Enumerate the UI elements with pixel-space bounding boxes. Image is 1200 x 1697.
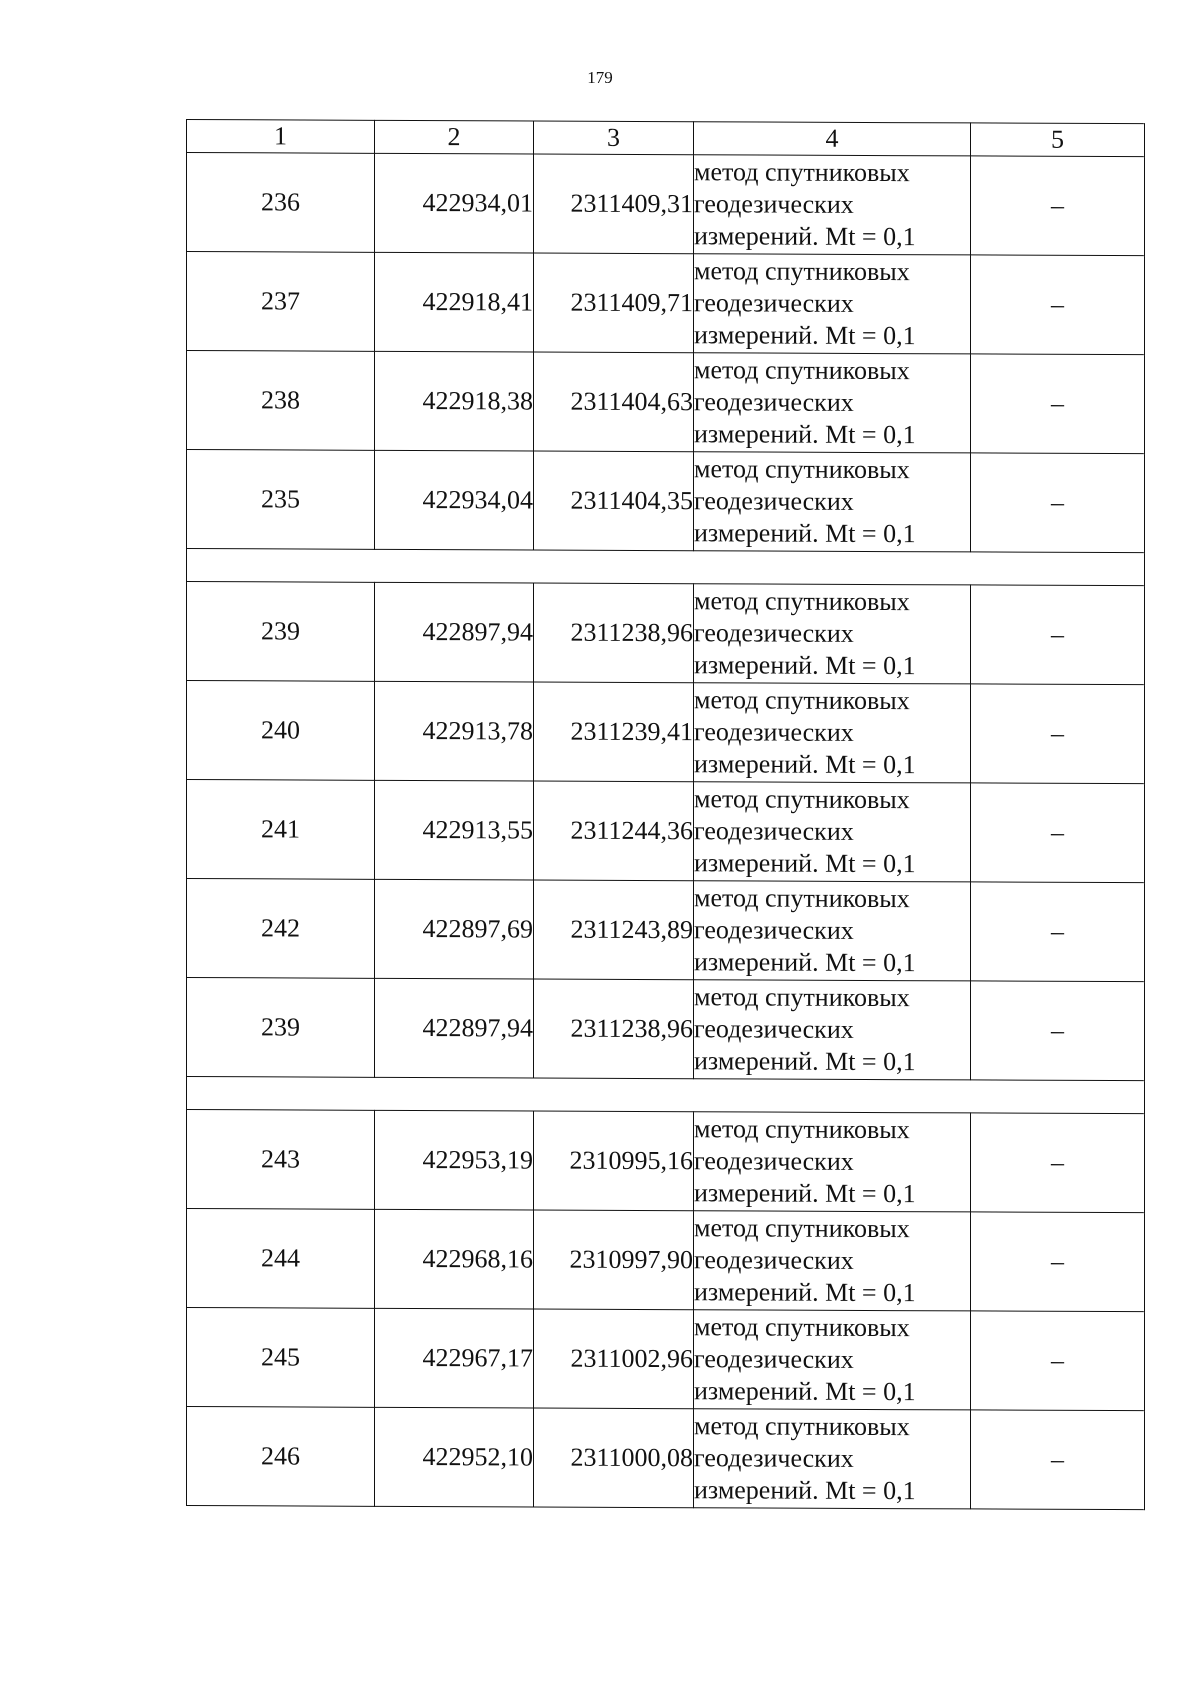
point-number-cell: 239: [187, 978, 375, 1078]
method-line: метод спутниковых: [694, 883, 910, 914]
method-line: геодезических: [694, 1245, 854, 1275]
x-coordinate-cell: 422953,19: [375, 1110, 534, 1210]
method-cell: [694, 980, 971, 1080]
point-number-cell: 238: [187, 351, 375, 451]
y-coordinate-cell: 2311244,36: [534, 781, 694, 881]
table-row: [187, 879, 1145, 982]
coordinates-table-wrapper: [186, 119, 1144, 1510]
method-line: метод спутниковых: [694, 1213, 910, 1244]
note-cell: –: [971, 453, 1145, 553]
table-row: [187, 978, 1145, 1081]
note-cell: –: [971, 255, 1145, 355]
header-cell-3: 3: [534, 121, 694, 155]
y-coordinate-cell: 2311243,89: [534, 880, 694, 980]
table-row: [187, 1110, 1145, 1213]
table-row: [187, 1407, 1145, 1510]
table-body: [187, 120, 1145, 1510]
method-line: измерений. Mt = 0,1: [694, 848, 916, 879]
method-line: измерений. Mt = 0,1: [694, 650, 916, 681]
header-cell-1: 1: [187, 120, 375, 154]
method-line: измерений. Mt = 0,1: [694, 419, 916, 450]
method-line: метод спутниковых: [694, 454, 910, 485]
table-row: [187, 450, 1145, 553]
method-cell: [694, 353, 971, 453]
x-coordinate-cell: 422913,55: [375, 780, 534, 880]
note-cell: –: [971, 1212, 1145, 1312]
method-line: измерений. Mt = 0,1: [694, 518, 916, 549]
method-line: геодезических: [694, 288, 854, 318]
method-line: метод спутниковых: [694, 256, 910, 287]
note-cell: –: [971, 981, 1145, 1081]
page-number: 179: [587, 68, 613, 87]
x-coordinate-cell: 422918,38: [375, 351, 534, 451]
x-coordinate-cell: 422897,94: [375, 978, 534, 1078]
table-row: [187, 1209, 1145, 1312]
point-number-cell: 242: [187, 879, 375, 979]
table-separator-row: [187, 549, 1145, 586]
table-row: [187, 681, 1145, 784]
y-coordinate-cell: 2311238,96: [534, 979, 694, 1079]
method-line: метод спутниковых: [694, 1114, 910, 1145]
method-line: метод спутниковых: [694, 157, 910, 188]
note-cell: –: [971, 684, 1145, 784]
x-coordinate-cell: 422968,16: [375, 1209, 534, 1309]
table-row: [187, 582, 1145, 685]
point-number-cell: 244: [187, 1209, 375, 1309]
y-coordinate-cell: 2310995,16: [534, 1111, 694, 1211]
y-coordinate-cell: 2311404,35: [534, 451, 694, 551]
table-row: [187, 351, 1145, 454]
method-line: геодезических: [694, 1344, 854, 1374]
table-row: [187, 1308, 1145, 1411]
method-line: метод спутниковых: [694, 1411, 910, 1442]
method-line: измерений. Mt = 0,1: [694, 1178, 916, 1209]
coordinates-table: [186, 119, 1145, 1510]
y-coordinate-cell: 2311238,96: [534, 583, 694, 683]
method-line: метод спутниковых: [694, 1312, 910, 1343]
method-cell: [694, 1112, 971, 1212]
header-cell-4: 4: [694, 122, 971, 156]
method-cell: [694, 782, 971, 882]
method-line: измерений. Mt = 0,1: [694, 749, 916, 780]
method-line: метод спутниковых: [694, 784, 910, 815]
method-cell: [694, 452, 971, 552]
method-line: измерений. Mt = 0,1: [694, 221, 916, 252]
note-cell: –: [971, 1311, 1145, 1411]
point-number-cell: 239: [187, 582, 375, 682]
note-cell: –: [971, 354, 1145, 454]
y-coordinate-cell: 2311409,71: [534, 253, 694, 353]
method-line: метод спутниковых: [694, 685, 910, 716]
y-coordinate-cell: 2311002,96: [534, 1309, 694, 1409]
method-line: геодезических: [694, 816, 854, 846]
method-cell: [694, 683, 971, 783]
note-cell: –: [971, 783, 1145, 883]
method-line: геодезических: [694, 189, 854, 219]
note-cell: –: [971, 1410, 1145, 1510]
point-number-cell: 240: [187, 681, 375, 781]
x-coordinate-cell: 422967,17: [375, 1308, 534, 1408]
method-line: метод спутниковых: [694, 982, 910, 1013]
table-row: [187, 153, 1145, 256]
method-line: геодезических: [694, 486, 854, 516]
note-cell: –: [971, 585, 1145, 685]
y-coordinate-cell: 2311000,08: [534, 1408, 694, 1508]
point-number-cell: 235: [187, 450, 375, 550]
x-coordinate-cell: 422934,04: [375, 450, 534, 550]
x-coordinate-cell: 422913,78: [375, 681, 534, 781]
x-coordinate-cell: 422952,10: [375, 1407, 534, 1507]
method-line: геодезических: [694, 387, 854, 417]
note-cell: –: [971, 1113, 1145, 1213]
method-line: измерений. Mt = 0,1: [694, 1475, 916, 1506]
point-number-cell: 243: [187, 1110, 375, 1210]
y-coordinate-cell: 2310997,90: [534, 1210, 694, 1310]
method-line: геодезических: [694, 1443, 854, 1473]
method-cell: [694, 881, 971, 981]
point-number-cell: 245: [187, 1308, 375, 1408]
header-cell-5: 5: [971, 123, 1145, 157]
point-number-cell: 237: [187, 252, 375, 352]
method-line: метод спутниковых: [694, 355, 910, 386]
point-number-cell: 241: [187, 780, 375, 880]
method-line: геодезических: [694, 1014, 854, 1044]
separator-cell: [187, 1077, 1145, 1114]
point-number-cell: 246: [187, 1407, 375, 1507]
header-cell-2: 2: [375, 120, 534, 154]
method-cell: [694, 1409, 971, 1509]
method-line: измерений. Mt = 0,1: [694, 1277, 916, 1308]
x-coordinate-cell: 422897,69: [375, 879, 534, 979]
method-cell: [694, 254, 971, 354]
y-coordinate-cell: 2311409,31: [534, 154, 694, 254]
method-cell: [694, 155, 971, 255]
method-cell: [694, 584, 971, 684]
method-line: метод спутниковых: [694, 586, 910, 617]
separator-cell: [187, 549, 1145, 586]
method-cell: [694, 1310, 971, 1410]
method-line: геодезических: [694, 915, 854, 945]
method-line: геодезических: [694, 717, 854, 747]
x-coordinate-cell: 422897,94: [375, 582, 534, 682]
table-header-row: [187, 120, 1145, 157]
x-coordinate-cell: 422918,41: [375, 252, 534, 352]
table-row: [187, 780, 1145, 883]
method-line: геодезических: [694, 1146, 854, 1176]
y-coordinate-cell: 2311239,41: [534, 682, 694, 782]
method-line: измерений. Mt = 0,1: [694, 1046, 916, 1077]
method-line: геодезических: [694, 618, 854, 648]
note-cell: –: [971, 156, 1145, 256]
method-line: измерений. Mt = 0,1: [694, 320, 916, 351]
method-cell: [694, 1211, 971, 1311]
y-coordinate-cell: 2311404,63: [534, 352, 694, 452]
table-row: [187, 252, 1145, 355]
table-separator-row: [187, 1077, 1145, 1114]
x-coordinate-cell: 422934,01: [375, 153, 534, 253]
method-line: измерений. Mt = 0,1: [694, 947, 916, 978]
point-number-cell: 236: [187, 153, 375, 253]
note-cell: –: [971, 882, 1145, 982]
method-line: измерений. Mt = 0,1: [694, 1376, 916, 1407]
